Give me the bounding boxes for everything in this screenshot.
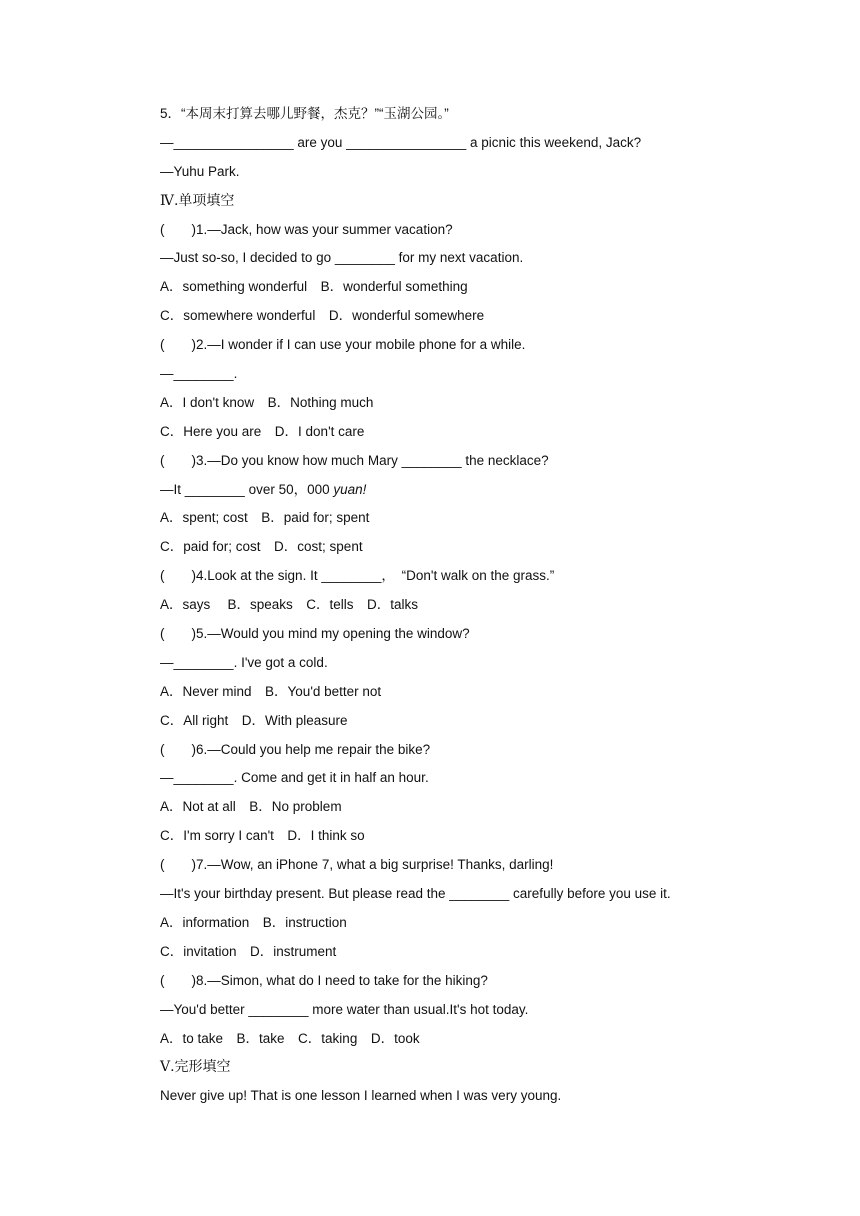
item-7-stem: ( )7.—Wow, an iPhone 7, what a big surprise! Thanks, darling!: [160, 857, 554, 873]
item-6-options-cd: C．I'm sorry I can't D．I think so: [160, 828, 365, 844]
item-8-response: —You'd better ________ more water than usual.It's hot today.: [160, 1001, 529, 1017]
item-2-options-ab: A．I don't know B．Nothing much: [160, 394, 374, 410]
item-3-response-text: —It ________ over 50，000: [160, 481, 334, 497]
item-5-stem: ( )5.—Would you mind my opening the window?: [160, 626, 470, 642]
item-5-response: —________. I've got a cold.: [160, 654, 328, 670]
item-8-stem: ( )8.—Simon, what do I need to take for the hiking?: [160, 972, 488, 988]
item-7-response: —It's your birthday present. But please read the ________ carefully before you use it.: [160, 886, 671, 902]
item-2-stem: ( )2.—I wonder if I can use your mobile phone for a while.: [160, 337, 526, 353]
question-5-prompt: 5．“本周末打算去哪儿野餐，杰克？”“玉湖公园。”: [160, 106, 449, 121]
question-5-answer-line: —Yuhu Park.: [160, 163, 240, 179]
item-3-options-ab: A．spent; cost B．paid for; spent: [160, 510, 370, 526]
item-3-options-cd: C．paid for; cost D．cost; spent: [160, 539, 363, 555]
item-1-options-ab: A．something wonderful B．wonderful something: [160, 279, 468, 295]
section-5-passage-first-line: Never give up! That is one lesson I learned when I was very young.: [160, 1088, 562, 1104]
section-5-heading: Ⅴ.完形填空: [160, 1059, 231, 1076]
worksheet-page: [160, 100, 780, 1111]
item-6-stem: ( )6.—Could you help me repair the bike?: [160, 741, 431, 757]
item-2-response: —________.: [160, 366, 238, 382]
item-6-options-ab: A．Not at all B．No problem: [160, 799, 342, 815]
item-3-response-italic: yuan!: [333, 481, 367, 497]
item-8-options: A．to take B．take C．taking D．took: [160, 1030, 420, 1046]
item-7-options-ab: A．information B．instruction: [160, 914, 347, 930]
item-6-response: —________. Come and get it in half an hour.: [160, 770, 429, 786]
item-4-options: A．says B．speaks C．tells D．talks: [160, 597, 419, 613]
item-5-options-ab: A．Never mind B．You'd better not: [160, 683, 382, 699]
item-3-stem: ( )3.—Do you know how much Mary ________ the necklace?: [160, 452, 549, 468]
item-3-response: [160, 476, 780, 505]
item-1-response: —Just so-so, I decided to go ________ for my next vacation.: [160, 250, 524, 266]
item-1-options-cd: C．somewhere wonderful D．wonderful somewhere: [160, 308, 485, 324]
item-2-options-cd: C．Here you are D．I don't care: [160, 423, 365, 439]
item-4-stem: ( )4.Look at the sign. It ________， “Don't walk on the grass.”: [160, 568, 555, 584]
section-4-heading: Ⅳ.单项填空: [160, 192, 235, 209]
item-7-options-cd: C．invitation D．instrument: [160, 943, 337, 959]
item-5-options-cd: C．All right D．With pleasure: [160, 712, 348, 728]
question-5-blank-line: —________________ are you ________________ a picnic this weekend, Jack?: [160, 134, 642, 150]
item-1-stem: ( )1.—Jack, how was your summer vacation?: [160, 221, 453, 237]
